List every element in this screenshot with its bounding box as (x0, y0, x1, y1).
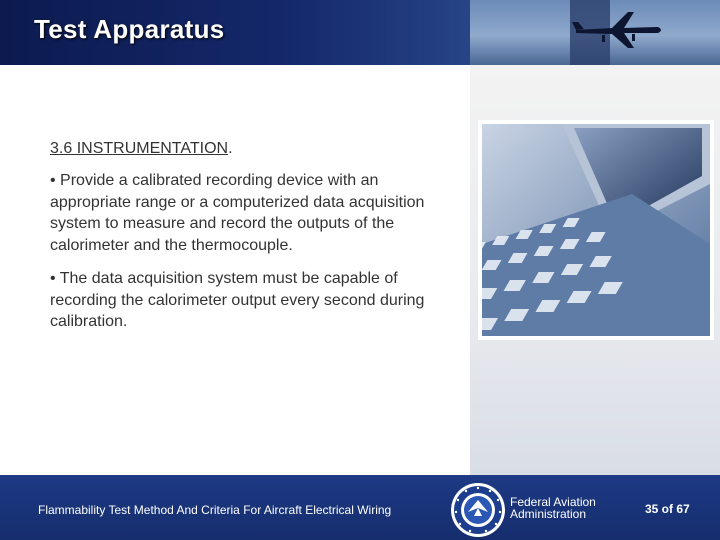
bullet-item: • Provide a calibrated recording device with an appropriate range or a computerized data acquisition system to measure and record the outputs of the calorimeter and the thermocouple. (50, 172, 425, 254)
airplane-icon (572, 8, 664, 52)
agency-name-line1: Federal Aviation (510, 495, 596, 509)
laptop-keyboard-photo (482, 124, 710, 336)
bullet-item: • The data acquisition system must be capable of recording the calorimeter output every second during calibration. (50, 270, 425, 330)
footer-presentation-title: Flammability Test Method And Criteria For Aircraft Electrical Wiring (38, 503, 392, 517)
section-heading-label: 3.6 INSTRUMENTATION (50, 140, 229, 157)
page-number: 35 of 67 (645, 502, 690, 516)
agency-name-line2: Administration (510, 507, 587, 521)
faa-seal-icon (450, 482, 506, 538)
header-band (0, 0, 720, 65)
laptop-photo-frame (478, 120, 714, 340)
slide-title: Test Apparatus (34, 14, 225, 44)
section-heading (50, 140, 233, 158)
agency-name (510, 496, 620, 520)
section-heading-period: . (228, 140, 233, 157)
